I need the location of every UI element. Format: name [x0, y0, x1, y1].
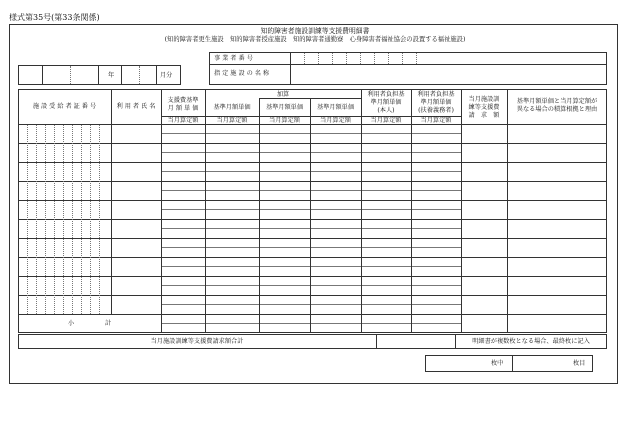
- calc-label-add-3: 当月算定額: [320, 117, 351, 124]
- col-recipient-cert-number: 施 設 受 給 者 証 番 号: [32, 103, 97, 110]
- col-addition-base-2: 基準月額単価: [265, 104, 304, 111]
- col-addition-base-3: 基準月額単価: [316, 104, 355, 111]
- month-label: 月分: [160, 72, 173, 79]
- calc-label-add-2: 当月算定額: [269, 117, 300, 124]
- col-difference-note-2: 異なる場合の積算根拠と理由: [516, 106, 598, 113]
- col-user-burden-self-3: (本人): [377, 107, 395, 114]
- col-addition: 加算: [276, 91, 290, 98]
- subtotal-label: 小 計: [67, 320, 112, 327]
- col-addition-base-1: 基準月額単価: [213, 104, 251, 111]
- multi-sheet-note: 明細書が複数枚となる場合、最終枚に記入: [472, 338, 590, 345]
- col-user-burden-supporter-2: 準月額単価: [420, 99, 452, 106]
- col-user-burden-supporter-3: (扶養義務者): [418, 107, 454, 114]
- col-monthly-claim-3: 請 求 額: [468, 112, 500, 119]
- col-base-unit-price-2: 月 額 単 価: [167, 105, 199, 112]
- col-monthly-claim-1: 当月施設訓: [468, 96, 500, 103]
- col-user-name: 利 用 者 氏 名: [116, 103, 156, 110]
- calc-label-base: 当月算定額: [167, 117, 199, 124]
- form-number: 様式第35号(第33条関係): [9, 13, 100, 22]
- col-base-unit-price-1: 支援費基準: [167, 97, 199, 104]
- sheet-middle-label: 枚中: [491, 360, 504, 367]
- total-label: 当月施設訓練等支援費請求額合計: [150, 338, 244, 345]
- calc-label-supporter: 当月算定額: [420, 117, 452, 124]
- provider-info-box: [209, 52, 607, 85]
- year-label: 年: [108, 72, 115, 79]
- calc-label-self: 当月算定額: [370, 117, 402, 124]
- col-monthly-claim-2: 練等支援費: [468, 104, 500, 111]
- detail-table: [18, 89, 607, 333]
- calc-label-add-1: 当月算定額: [216, 117, 248, 124]
- col-difference-note-1: 基準月額単価と当月算定額が: [516, 98, 598, 105]
- form-subtitle: (知的障害者更生施設 知的障害者授産施設 知的障害者通勤寮 心身障害者福祉協会の設置する福祉施設): [164, 36, 466, 43]
- col-user-burden-supporter-1: 利用者負担基: [417, 91, 455, 98]
- provider-number-label: 事 業 者 番 号: [214, 55, 253, 62]
- col-user-burden-self-1: 利用者負担基: [367, 91, 405, 98]
- facility-name-label: 指 定 施 設 の 名 称: [214, 70, 270, 77]
- form-title: 知的障害者施設訓練等支援費明細書: [260, 27, 370, 35]
- sheet-last-label: 枚目: [573, 360, 586, 367]
- sheet-count-box: [425, 355, 593, 372]
- col-user-burden-self-2: 準月額単価: [370, 99, 402, 106]
